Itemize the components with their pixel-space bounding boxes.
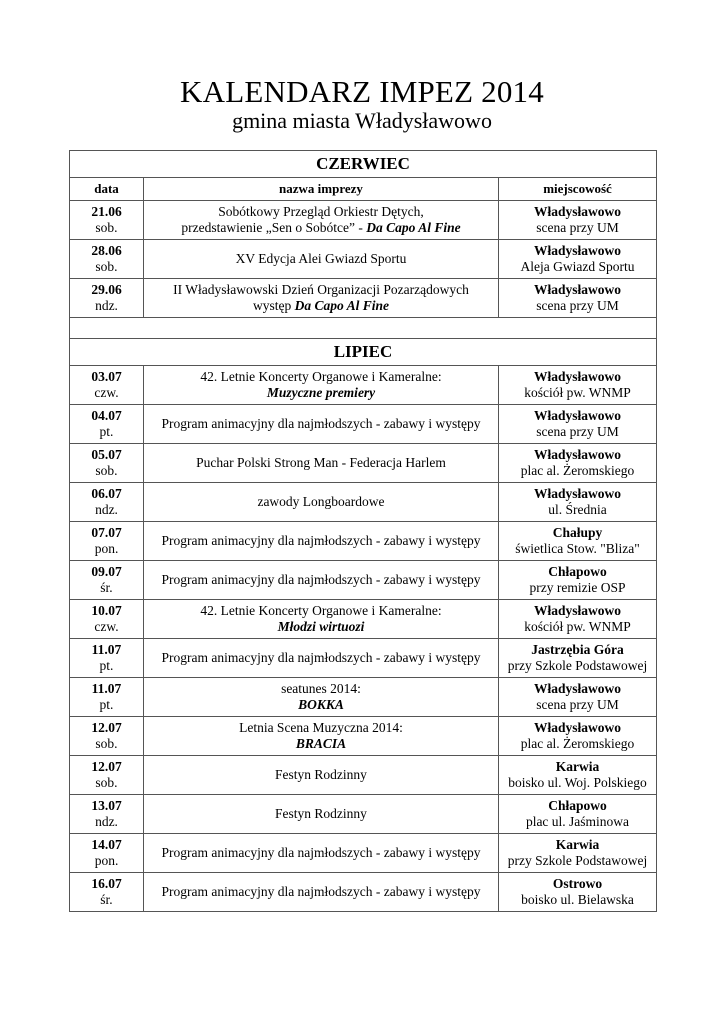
date-cell <box>70 522 144 561</box>
event-date: 09.07 <box>91 564 122 579</box>
date-cell <box>70 873 144 912</box>
place-cell <box>499 795 657 834</box>
event-name: II Władysławowski Dzień Organizacji Pozarządowych <box>173 282 469 297</box>
event-date: 21.06 <box>91 204 122 219</box>
event-name: Letnia Scena Muzyczna 2014: <box>239 720 403 735</box>
date-cell <box>70 678 144 717</box>
event-cell <box>144 756 499 795</box>
place-cell <box>499 639 657 678</box>
event-town: Jastrzębia Góra <box>531 642 624 657</box>
date-cell <box>70 834 144 873</box>
table-row <box>70 279 657 318</box>
place-cell <box>499 240 657 279</box>
event-town: Władysławowo <box>533 447 621 462</box>
event-cell <box>144 678 499 717</box>
event-venue: kościół pw. WNMP <box>524 385 631 400</box>
event-name: Program animacyjny dla najmłodszych - zabawy i występy <box>161 572 481 587</box>
event-town: Władysławowo <box>533 369 621 384</box>
event-subtitle: Muzyczne premiery <box>266 385 376 400</box>
event-date: 29.06 <box>91 282 122 297</box>
event-performer: Da Capo Al Fine <box>294 298 389 313</box>
event-day: pt. <box>99 697 114 712</box>
date-cell <box>70 561 144 600</box>
event-date: 04.07 <box>91 408 122 423</box>
section-title: CZERWIEC <box>70 151 657 178</box>
table-row <box>70 483 657 522</box>
event-cell <box>144 201 499 240</box>
section-header-row <box>70 339 657 366</box>
date-cell <box>70 366 144 405</box>
event-performer: Da Capo Al Fine <box>366 220 461 235</box>
date-cell <box>70 756 144 795</box>
event-date: 16.07 <box>91 876 122 891</box>
page-subtitle: gmina miasta Władysławowo <box>232 108 492 133</box>
event-name: Program animacyjny dla najmłodszych - zabawy i występy <box>161 533 481 548</box>
table-row <box>70 873 657 912</box>
column-header-date: data <box>70 178 144 201</box>
event-venue: świetlica Stow. "Bliza" <box>515 541 640 556</box>
place-cell <box>499 873 657 912</box>
event-town: Władysławowo <box>533 282 621 297</box>
section-spacer-row <box>70 318 657 339</box>
event-name: Festyn Rodzinny <box>275 767 367 782</box>
table-row <box>70 834 657 873</box>
event-town: Władysławowo <box>533 486 621 501</box>
event-town: Karwia <box>555 759 600 774</box>
place-cell <box>499 678 657 717</box>
event-date: 11.07 <box>91 681 122 696</box>
event-cell <box>144 444 499 483</box>
event-town: Chłapowo <box>548 564 607 579</box>
event-day: ndz. <box>95 298 118 313</box>
event-venue: przy remizie OSP <box>529 580 626 595</box>
date-cell <box>70 201 144 240</box>
event-date: 14.07 <box>91 837 122 852</box>
table-row <box>70 600 657 639</box>
event-name: 42. Letnie Koncerty Organowe i Kameralne: <box>200 603 442 618</box>
date-cell <box>70 795 144 834</box>
event-venue: scena przy UM <box>536 298 619 313</box>
date-cell <box>70 279 144 318</box>
event-date: 12.07 <box>91 720 122 735</box>
event-venue: plac al. Żeromskiego <box>520 736 635 751</box>
event-day: czw. <box>94 385 119 400</box>
place-cell <box>499 366 657 405</box>
event-day: pon. <box>94 853 119 868</box>
event-day: ndz. <box>95 814 118 829</box>
event-cell <box>144 717 499 756</box>
place-cell <box>499 717 657 756</box>
event-subtitle: BOKKA <box>298 697 344 712</box>
page-title: KALENDARZ IMPEZ 2014 <box>180 74 544 109</box>
event-cell <box>144 834 499 873</box>
column-header-event: nazwa imprezy <box>144 178 499 201</box>
table-row <box>70 201 657 240</box>
event-date: 11.07 <box>91 642 122 657</box>
place-cell <box>499 483 657 522</box>
column-header-place: miejscowość <box>499 178 657 201</box>
place-cell <box>499 561 657 600</box>
event-cell <box>144 639 499 678</box>
event-town: Władysławowo <box>533 408 621 423</box>
event-name: Program animacyjny dla najmłodszych - zabawy i występy <box>161 650 481 665</box>
event-day: czw. <box>94 619 119 634</box>
event-town: Władysławowo <box>533 243 621 258</box>
table-row <box>70 795 657 834</box>
event-town: Władysławowo <box>533 720 621 735</box>
event-town: Władysławowo <box>533 603 621 618</box>
column-header-row <box>70 178 657 201</box>
date-cell <box>70 717 144 756</box>
event-subtitle: Młodzi wirtuozi <box>277 619 365 634</box>
event-day: pt. <box>99 424 114 439</box>
event-cell <box>144 600 499 639</box>
event-date: 10.07 <box>91 603 122 618</box>
event-day: pt. <box>99 658 114 673</box>
event-venue: scena przy UM <box>536 424 619 439</box>
event-town: Karwia <box>555 837 600 852</box>
event-detail: przedstawienie „Sen o Sobótce” - <box>181 220 367 235</box>
date-cell <box>70 240 144 279</box>
event-detail: występ <box>252 298 295 313</box>
event-name: Program animacyjny dla najmłodszych - zabawy i występy <box>161 845 481 860</box>
event-date: 07.07 <box>91 525 122 540</box>
event-name: Festyn Rodzinny <box>275 806 367 821</box>
event-venue: Aleja Gwiazd Sportu <box>520 259 635 274</box>
event-date: 13.07 <box>91 798 122 813</box>
event-venue: boisko ul. Bielawska <box>521 892 634 907</box>
event-name: Program animacyjny dla najmłodszych - zabawy i występy <box>161 884 481 899</box>
event-name: Program animacyjny dla najmłodszych - zabawy i występy <box>161 416 481 431</box>
event-venue: scena przy UM <box>536 220 619 235</box>
place-cell <box>499 834 657 873</box>
event-day: śr. <box>100 892 113 907</box>
place-cell <box>499 201 657 240</box>
section-header-row <box>70 151 657 178</box>
event-day: sob. <box>95 259 118 274</box>
table-row <box>70 717 657 756</box>
event-cell <box>144 483 499 522</box>
place-cell <box>499 756 657 795</box>
place-cell <box>499 444 657 483</box>
event-day: sob. <box>95 736 118 751</box>
event-venue: scena przy UM <box>536 697 619 712</box>
place-cell <box>499 405 657 444</box>
event-name: Puchar Polski Strong Man - Federacja Harlem <box>196 455 446 470</box>
event-day: śr. <box>100 580 113 595</box>
date-cell <box>70 444 144 483</box>
event-town: Ostrowo <box>552 876 603 891</box>
date-cell <box>70 405 144 444</box>
event-cell <box>144 795 499 834</box>
event-date: 28.06 <box>91 243 122 258</box>
table-row <box>70 366 657 405</box>
event-cell <box>144 366 499 405</box>
table-row <box>70 756 657 795</box>
event-cell <box>144 561 499 600</box>
date-cell <box>70 483 144 522</box>
date-cell <box>70 600 144 639</box>
table-row <box>70 678 657 717</box>
event-name: seatunes 2014: <box>281 681 361 696</box>
event-day: sob. <box>95 463 118 478</box>
event-venue: plac ul. Jaśminowa <box>525 814 630 829</box>
event-town: Władysławowo <box>533 204 621 219</box>
table-row <box>70 405 657 444</box>
event-date: 03.07 <box>91 369 122 384</box>
event-date: 12.07 <box>91 759 122 774</box>
event-cell <box>144 873 499 912</box>
event-town: Władysławowo <box>533 681 621 696</box>
date-cell <box>70 639 144 678</box>
place-cell <box>499 522 657 561</box>
event-cell <box>144 405 499 444</box>
table-row <box>70 522 657 561</box>
section-title: LIPIEC <box>70 339 657 366</box>
event-date: 06.07 <box>91 486 122 501</box>
table-row <box>70 561 657 600</box>
event-cell <box>144 240 499 279</box>
event-name: 42. Letnie Koncerty Organowe i Kameralne: <box>200 369 442 384</box>
event-venue: przy Szkole Podstawowej <box>507 658 648 673</box>
event-name: Sobótkowy Przegląd Orkiestr Dętych, <box>218 204 424 219</box>
event-venue: przy Szkole Podstawowej <box>507 853 648 868</box>
event-town: Chałupy <box>552 525 603 540</box>
table-row <box>70 639 657 678</box>
table-row <box>70 444 657 483</box>
event-name: XV Edycja Alei Gwiazd Sportu <box>235 251 407 266</box>
event-day: ndz. <box>95 502 118 517</box>
event-subtitle: BRACIA <box>295 736 347 751</box>
event-cell <box>144 522 499 561</box>
event-day: sob. <box>95 775 118 790</box>
event-venue: kościół pw. WNMP <box>524 619 631 634</box>
event-day: pon. <box>94 541 119 556</box>
event-cell <box>144 279 499 318</box>
event-venue: ul. Średnia <box>548 502 607 517</box>
place-cell <box>499 279 657 318</box>
table-row <box>70 240 657 279</box>
event-name: zawody Longboardowe <box>257 494 385 509</box>
events-table <box>69 150 657 912</box>
event-day: sob. <box>95 220 118 235</box>
place-cell <box>499 600 657 639</box>
spacer-cell <box>70 318 657 339</box>
event-town: Chłapowo <box>548 798 607 813</box>
event-venue: plac al. Żeromskiego <box>520 463 635 478</box>
event-date: 05.07 <box>91 447 122 462</box>
event-venue: boisko ul. Woj. Polskiego <box>508 775 647 790</box>
